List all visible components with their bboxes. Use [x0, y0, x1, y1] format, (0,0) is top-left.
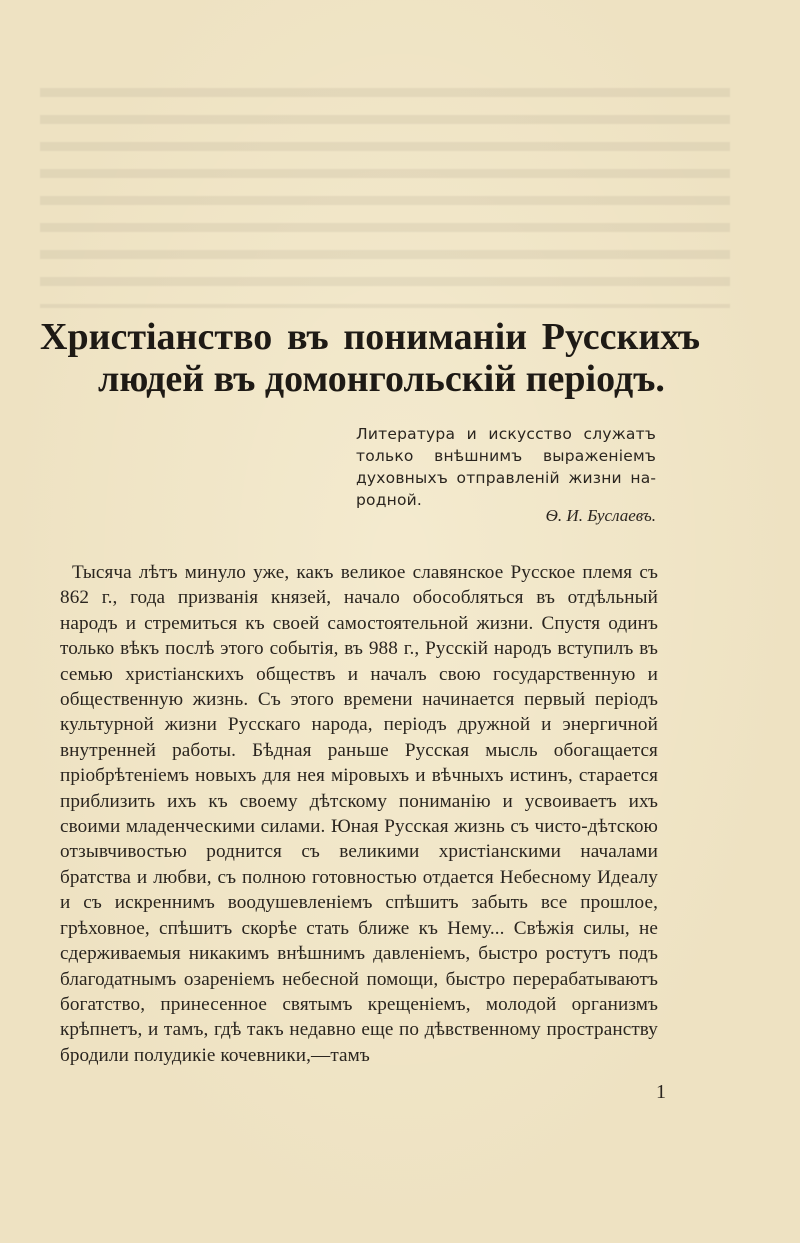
chapter-title-line-2: людей въ домонгольскій періодъ. [98, 358, 665, 400]
bleed-through-texture [40, 88, 730, 308]
chapter-title-line-1: Христіанство въ пониманіи Русскихъ [40, 316, 700, 358]
chapter-title [40, 316, 700, 400]
page-number: 1 [656, 1081, 666, 1103]
epigraph-text: Литература и искусство служатъ только внѣшнимъ выраженіемъ духовныхъ отправленій жизни народной. [356, 425, 656, 509]
epigraph-author: Ѳ. И. Буслаевъ. [545, 506, 656, 525]
body-paragraph: Тысяча лѣтъ минуло уже, какъ великое славянское Русское племя съ 862 г., года призванія князей, начало обособляться въ отдѣльный народъ и стремиться къ своей самостоятельной жизни. Спустя одинъ только вѣкъ послѣ этого событія, въ 988 г., Русскій народъ вступилъ въ семью христіанскихъ обществъ и началъ свою государственную и общественную жизнь. Съ этого времени начинается первый періодъ культурной жизни Русскаго народа, періодъ дружной и энергичной внутренней работы. Бѣдная раньше Русская мысль обогащается пріобрѣтеніемъ новыхъ для нея міровыхъ и вѣчныхъ истинъ, старается приблизить ихъ къ своему дѣтскому пониманію и усвоиваетъ ихъ своими младенческими силами. Юная Русская жизнь съ чисто-дѣтскою отзывчивостью роднится съ великими христіанскими началами братства и любви, съ полною готовностью отдается Небесному Идеалу и съ искреннимъ воодушевленіемъ спѣшитъ забыть все прошлое, грѣховное, спѣшитъ скорѣе стать ближе къ Нему... Свѣжія силы, не сдерживаемыя никакимъ внѣшнимъ давленіемъ, быстро ростутъ подъ благодатнымъ озареніемъ небесной помощи, быстро перерабатываютъ богатство, принесенное святымъ крещеніемъ, молодой организмъ крѣпнетъ, и тамъ, гдѣ такъ недавно еще по дѣвственному пространству бродили полудикіе кочевники,—тамъ [60, 562, 658, 1066]
